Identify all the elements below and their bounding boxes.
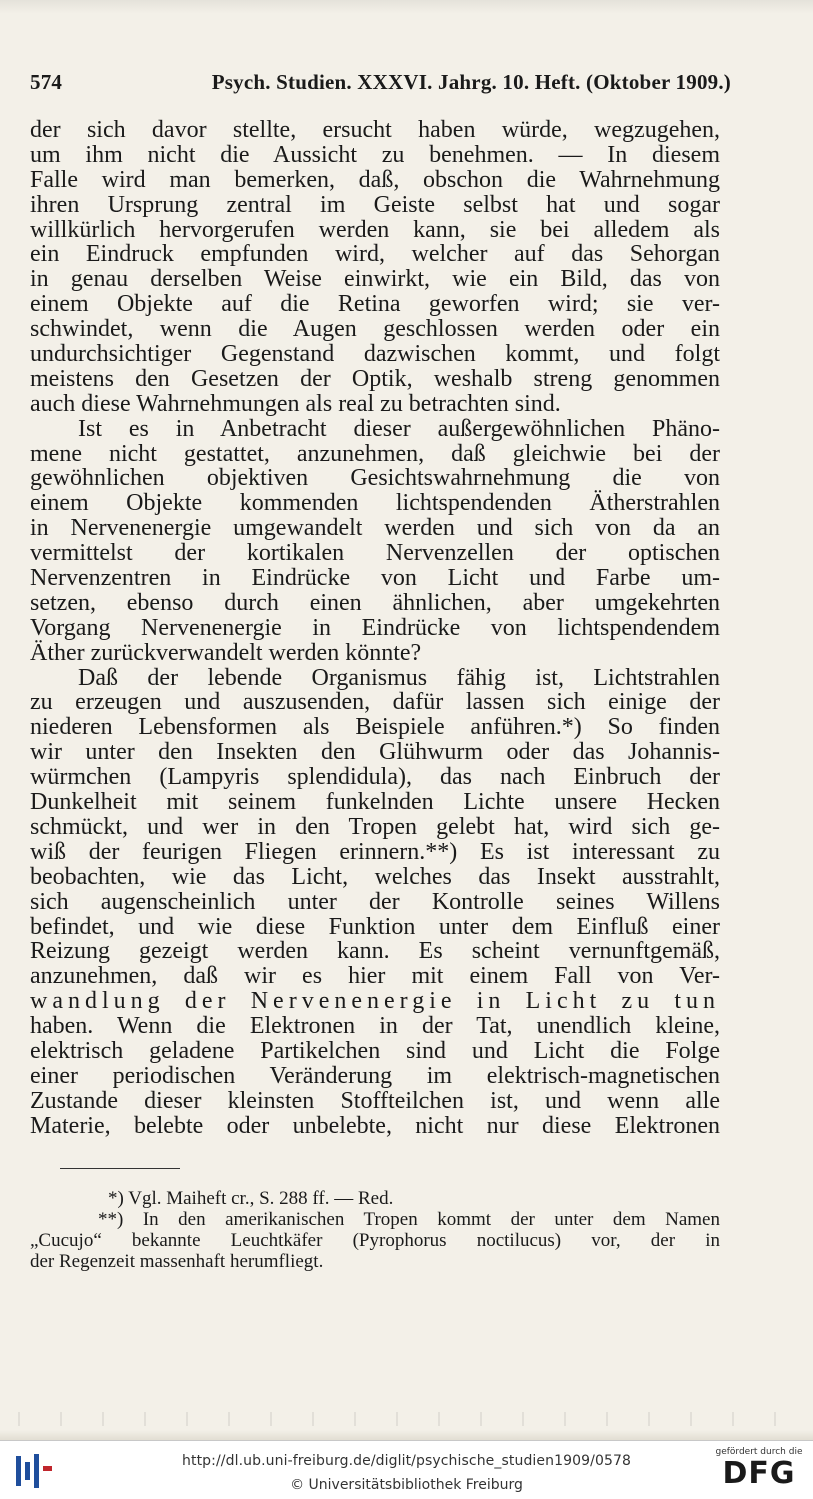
dfg-sponsor[interactable]	[713, 1447, 805, 1495]
page-number: 574	[30, 70, 63, 94]
text-line: niederen Lebensformen als Beispiele anführen.*) So finden	[30, 714, 720, 741]
text-line: einer periodischen Veränderung im elektrisch-magnetischen	[30, 1062, 720, 1089]
page-edge	[0, 1430, 813, 1440]
text-line: einem Objekte auf die Retina geworfen wird; sie ver-	[30, 291, 720, 318]
text-line: undurchsichtiger Gegenstand dazwischen kommt, und folgt	[30, 341, 720, 368]
text-line: schmückt, und wer in den Tropen gelebt hat, wird sich ge-	[30, 813, 720, 840]
text-line: Nervenzentren in Eindrücke von Licht und Farbe um-	[30, 565, 720, 592]
text-line: vermittelst der kortikalen Nervenzellen der optischen	[30, 540, 720, 567]
text-line: Äther zurückverwandelt werden könnte?	[30, 639, 422, 666]
text-line: um ihm nicht die Aussicht zu benehmen. — In diesem	[30, 141, 720, 168]
text-line: in Nervenenergie umgewandelt werden und sich von da an	[30, 515, 720, 542]
text-line: wiß der feurigen Fliegen erinnern.**) Es ist interessant zu	[30, 838, 720, 865]
page-header	[30, 70, 731, 95]
text-line: ein Eindruck empfunden wird, welcher auf das Sehorgan	[30, 241, 720, 268]
footnote-line: „Cucujo“ bekannte Leuchtkäfer (Pyrophorus noctilucus) vor, der in	[30, 1230, 720, 1251]
footnote-line: **) In den amerikanischen Tropen kommt der unter dem Namen	[98, 1209, 720, 1230]
text-line: elektrisch geladene Partikelchen sind und Licht die Folge	[30, 1037, 720, 1064]
text-line: einem Objekte kommenden lichtspendenden Ätherstrahlen	[30, 490, 720, 517]
text-line: wir unter den Insekten den Glühwurm oder das Johannis-	[30, 739, 720, 766]
running-title: Psych. Studien. XXXVI. Jahrg. 10. Heft. (Oktober 1909.)	[211, 70, 731, 94]
footnote-separator	[60, 1168, 180, 1169]
footnote-line: der Regenzeit massenhaft herumfliegt.	[30, 1251, 324, 1272]
text-line: schwindet, wenn die Augen geschlossen werden oder ein	[30, 316, 720, 343]
text-line: sich augenscheinlich unter der Kontrolle seines Willens	[30, 888, 720, 915]
text-line: gewöhnlichen objektiven Gesichtswahrnehmung die von	[30, 465, 720, 492]
text-line: Dunkelheit mit seinem funkelnden Lichte unsere Hecken	[30, 789, 720, 816]
text-line: ihren Ursprung zentral im Geiste selbst hat und sogar	[30, 191, 720, 218]
text-line: setzen, ebenso durch einen ähnlichen, aber umgekehrten	[30, 589, 720, 616]
viewer-footer	[0, 1440, 813, 1499]
text-line: Ist es in Anbetracht dieser außergewöhnlichen Phäno-	[78, 415, 720, 442]
text-line: zu erzeugen und auszusenden, dafür lassen sich einige der	[30, 689, 720, 716]
text-line: der sich davor stellte, ersucht haben würde, wegzugehen,	[30, 117, 720, 143]
text-line: würmchen (Lampyris splendidula), das nach Einbruch der	[30, 764, 720, 791]
text-line: meistens den Gesetzen der Optik, weshalb streng genommen	[30, 365, 720, 392]
main-text	[30, 118, 720, 1139]
source-url[interactable]: http://dl.ub.uni-freiburg.de/diglit/psychische_studien1909/0578	[182, 1453, 631, 1469]
text-line: befindet, und wie diese Funktion unter dem Einfluß einer	[30, 913, 720, 940]
footnotes	[30, 1188, 720, 1272]
text-line: Reizung gezeigt werden kann. Es scheint vernunftgemäß,	[30, 938, 720, 965]
dfg-caption: gefördert durch die	[715, 1447, 803, 1457]
text-line: auch diese Wahrnehmungen als real zu betrachten sind.	[30, 390, 561, 417]
copyright-notice: © Universitätsbibliothek Freiburg	[290, 1477, 523, 1493]
text-line: Materie, belebte oder unbelebte, nicht nur diese Elektronen	[30, 1112, 720, 1139]
text-line: Falle wird man bemerken, daß, obschon die Wahrnehmung	[30, 166, 720, 193]
text-line: mene nicht gestattet, anzunehmen, daß gleichwie bei der	[30, 440, 720, 467]
footnote-line: *) Vgl. Maiheft cr., S. 288 ff. — Red.	[108, 1188, 394, 1209]
text-line: anzunehmen, daß wir es hier mit einem Fall von Ver-	[30, 963, 720, 990]
text-line: willkürlich hervorgerufen werden kann, sie bei alledem als	[30, 216, 720, 243]
text-line: Vorgang Nervenenergie in Eindrücke von lichtspendendem	[30, 614, 720, 641]
text-line: in genau derselben Weise einwirkt, wie ein Bild, das von	[30, 266, 720, 293]
text-line: haben. Wenn die Elektronen in der Tat, unendlich kleine,	[30, 1013, 720, 1040]
text-line: Daß der lebende Organismus fähig ist, Lichtstrahlen	[78, 664, 720, 691]
dfg-logo: DFG	[722, 1456, 796, 1491]
text-line: wandlung der Nervenenergie in Licht zu tun	[30, 988, 720, 1015]
text-line: beobachten, wie das Licht, welches das Insekt ausstrahlt,	[30, 863, 720, 890]
scan-artifact	[0, 1412, 813, 1426]
text-line: Zustande dieser kleinsten Stoffteilchen ist, und wenn alle	[30, 1087, 720, 1114]
